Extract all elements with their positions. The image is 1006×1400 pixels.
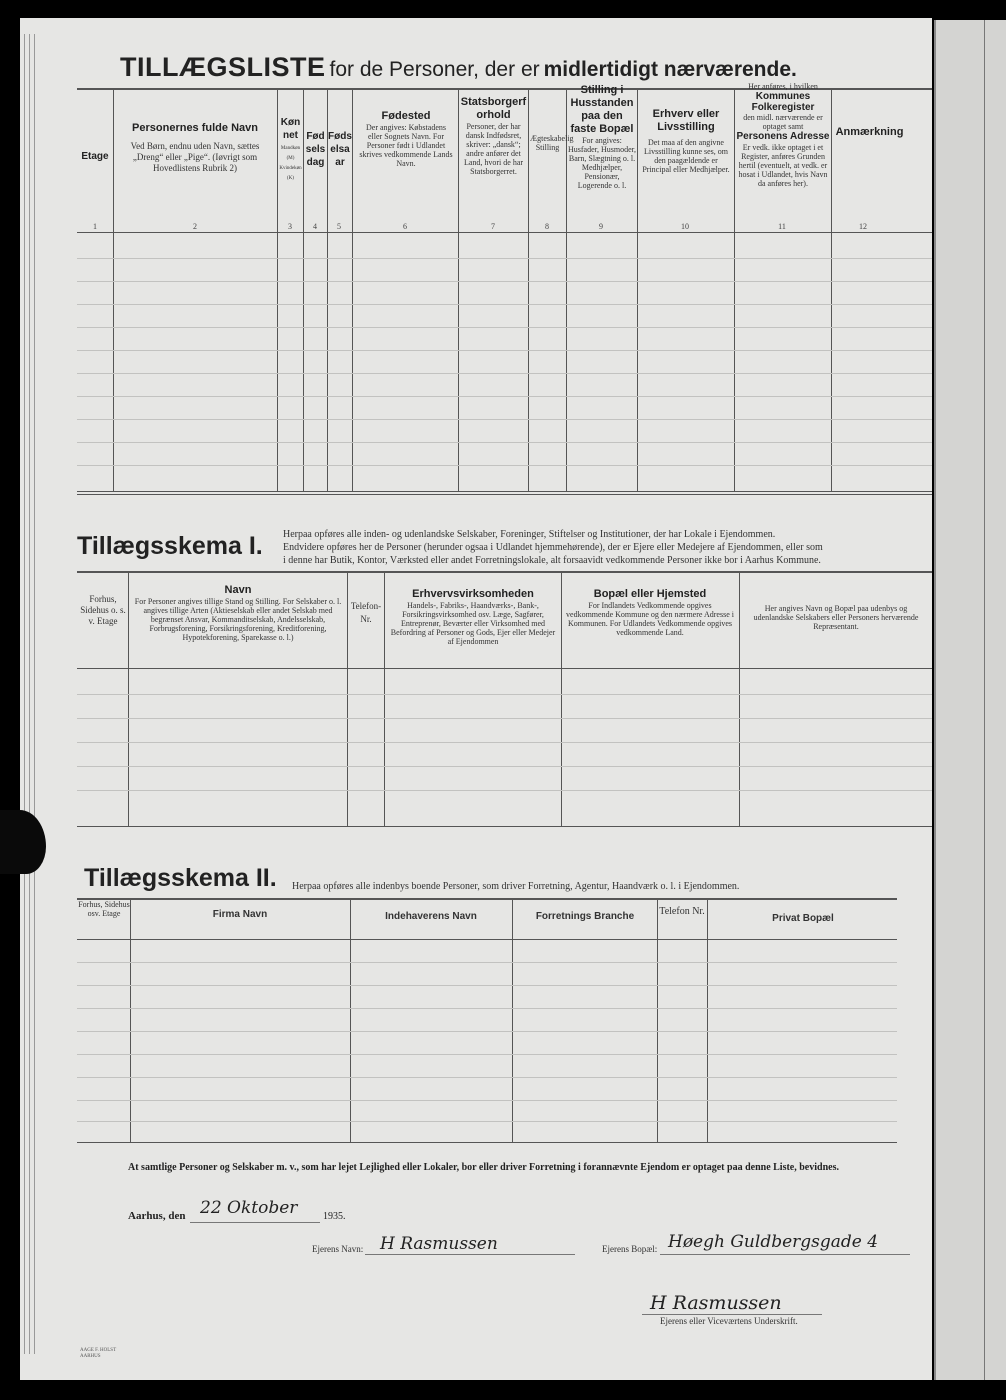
col-num: 7 — [491, 222, 495, 231]
col-header-anmaerkning: Anmærkning — [835, 126, 904, 138]
schema1-col-repraesentant: Her angives Navn og Bopæl paa udenbys og udenlandske Selskabers eller Personers herværende Repræsentant. — [753, 604, 919, 631]
form-page — [20, 18, 932, 1380]
col-num: 8 — [545, 222, 549, 231]
col-num: 5 — [337, 222, 341, 231]
col-num: 3 — [288, 222, 292, 231]
col-header-aegteskabelig: Ægteskabelig Stilling — [530, 134, 574, 152]
schema2-col-telefon: Telefon Nr. — [659, 906, 705, 917]
owner-name-handwritten: H Rasmussen — [380, 1234, 498, 1254]
schema1-desc: Herpaa opføres alle inden- og udenlandske Selskaber, Foreninger, Stiftelser og Institutioner, der har Lokale i Ejendommen. Endvidere opføres her de Personer (herunder ogsaa i Udlandet hjemmehørende), der er Ejere eller Medejere af Ejendommen, eller som i denne har Butik, Kontor, Værksted eller andet Forretningslokale, alt forsaavidt vedkommende Personer ikke bor i Aarhus Kommune. — [283, 529, 823, 566]
adjacent-page — [934, 20, 1006, 1380]
schema1-col-navn: Navn For Personer angives tillige Stand og Stilling. For Selskaber o. l. angives tillige Arten (Aktieselskab eller andet Selskab med begrænset Ansvar, Kommanditselskab, Andelsselskab, Forbrugsforening, Forsikringsforening, Kreditforening, Hypotekforening, Sparekasse o. l.) — [134, 584, 342, 642]
title-bold-end: midlertidigt nærværende. — [543, 58, 797, 81]
owner-address-label: Ejerens Bopæl: — [602, 1244, 658, 1254]
attestation-statement: At samtlige Personer og Selskaber m. v., som har lejet Lejlighed eller Lokaler, bor eller driver Forretning i forannævnte Ejendom er optaget paa denne Liste, bevidnes. — [128, 1162, 839, 1173]
signature-label: Ejerens eller Viceværtens Underskrift. — [660, 1316, 798, 1326]
schema2-col-firma: Firma Navn — [212, 909, 268, 920]
col-num: 9 — [599, 222, 603, 231]
owner-name-label: Ejerens Navn: — [312, 1244, 364, 1254]
col-header-foedselsdag: Fødselsdag — [305, 131, 326, 168]
col-num: 12 — [859, 222, 867, 231]
col-num: 2 — [193, 222, 197, 231]
col-header-foedested: Fødested Der angives: Købstadens eller Sognets Navn. For Personer født i Udlandet skrives vedkommende Lands Navn. — [359, 110, 453, 168]
place-label: Aarhus, den — [128, 1210, 186, 1222]
col-num: 6 — [403, 222, 407, 231]
schema2-col-branche: Forretnings Branche — [535, 911, 635, 922]
col-header-koennet: Kønnet Mandkøn (M) Kvindekøn (K) — [279, 117, 302, 181]
schema1-col-etage: Forhus, Sidehus o. s. v. Etage — [80, 594, 126, 626]
schema2-title: Tillægsskema II. — [84, 864, 277, 892]
col-num: 10 — [681, 222, 689, 231]
schema2-col-etage: Forhus, Sidehus osv. Etage — [78, 900, 130, 918]
form-title — [120, 52, 797, 83]
col-header-etage: Etage — [81, 151, 109, 162]
col-header-navn: Personernes fulde Navn Ved Børn, endnu uden Navn, sættes „Dreng“ eller „Pige“. (Iøvrigt som Hovedlistens Rubrik 2) — [130, 122, 260, 173]
title-rest: for de Personer, der er — [329, 58, 540, 81]
col-header-erhverv: Erhverv eller Livsstilling Det maa af den angivne Livsstilling kunne ses, om den paagældende er Principal eller Medhjælper. — [642, 108, 730, 174]
col-header-statsborger: Statsborgerforhold Personer, der har dansk Indfødsret, skriver: „dansk“; andre anfører det Land, hvori de har Statsborgerret. — [460, 96, 527, 176]
col-num: 11 — [778, 222, 786, 231]
printer-mark: AAGE F. HOLST AARHUS — [80, 1348, 117, 1359]
date-handwritten: 22 Oktober — [200, 1198, 298, 1218]
signature-handwritten: H Rasmussen — [650, 1292, 782, 1314]
schema1-col-erhverv: Erhvervsvirksomheden Handels-, Fabriks-, Haandværks-, Bank-, Forsikringsvirksomhed osv. Læge, Sagfører, Entreprenør, Beværter eller Virksomhed med Befordring af Personer og Gods, Ejer eller Medejer af Ejendommen — [390, 588, 556, 646]
schema1-title: Tillægsskema I. — [77, 532, 263, 560]
col-num: 4 — [313, 222, 317, 231]
schema1-col-bopael: Bopæl eller Hjemsted For Indlandets Vedkommende opgives vedkommende Kommune og den nærmere Adresse i Kommunen. For Udlandets Vedkommende opgives vedkommende Land. — [566, 588, 734, 637]
schema1-col-telefon: Telefon-Nr. — [350, 601, 382, 624]
schema2-col-indehaver: Indehaverens Navn — [385, 911, 477, 922]
col-num: 1 — [93, 222, 97, 231]
title-main: TILLÆGSLISTE — [120, 52, 326, 82]
schema2-desc: Herpaa opføres alle indenbys boende Personer, som driver Forretning, Agentur, Haandværk o. l. i Ejendommen. — [292, 881, 740, 892]
schema2-col-privat-bopael: Privat Bopæl — [772, 913, 834, 924]
year: 1935. — [323, 1211, 346, 1222]
col-header-stilling: Stilling i Husstanden paa den faste Bopæl For angives: Husfader, Husmoder, Barn, Slægtning o. l. Medhjælper, Pensionær, Logerende o. l. — [568, 84, 637, 190]
owner-address-handwritten: Høegh Guldbergsgade 4 — [668, 1232, 879, 1252]
col-header-foedselsaar: Fødselsaar — [328, 131, 352, 168]
col-header-folkeregister: Her anføres, i hvilken Kommunes Folkeregister den midl. nærværende er optaget samt Personens Adresse Er vedk. ikke optaget i et Register, anføres Grunden hertil (eventuelt, at vedk. er hosat i Udlandet, hvis Navn da anføres her). — [736, 82, 830, 188]
